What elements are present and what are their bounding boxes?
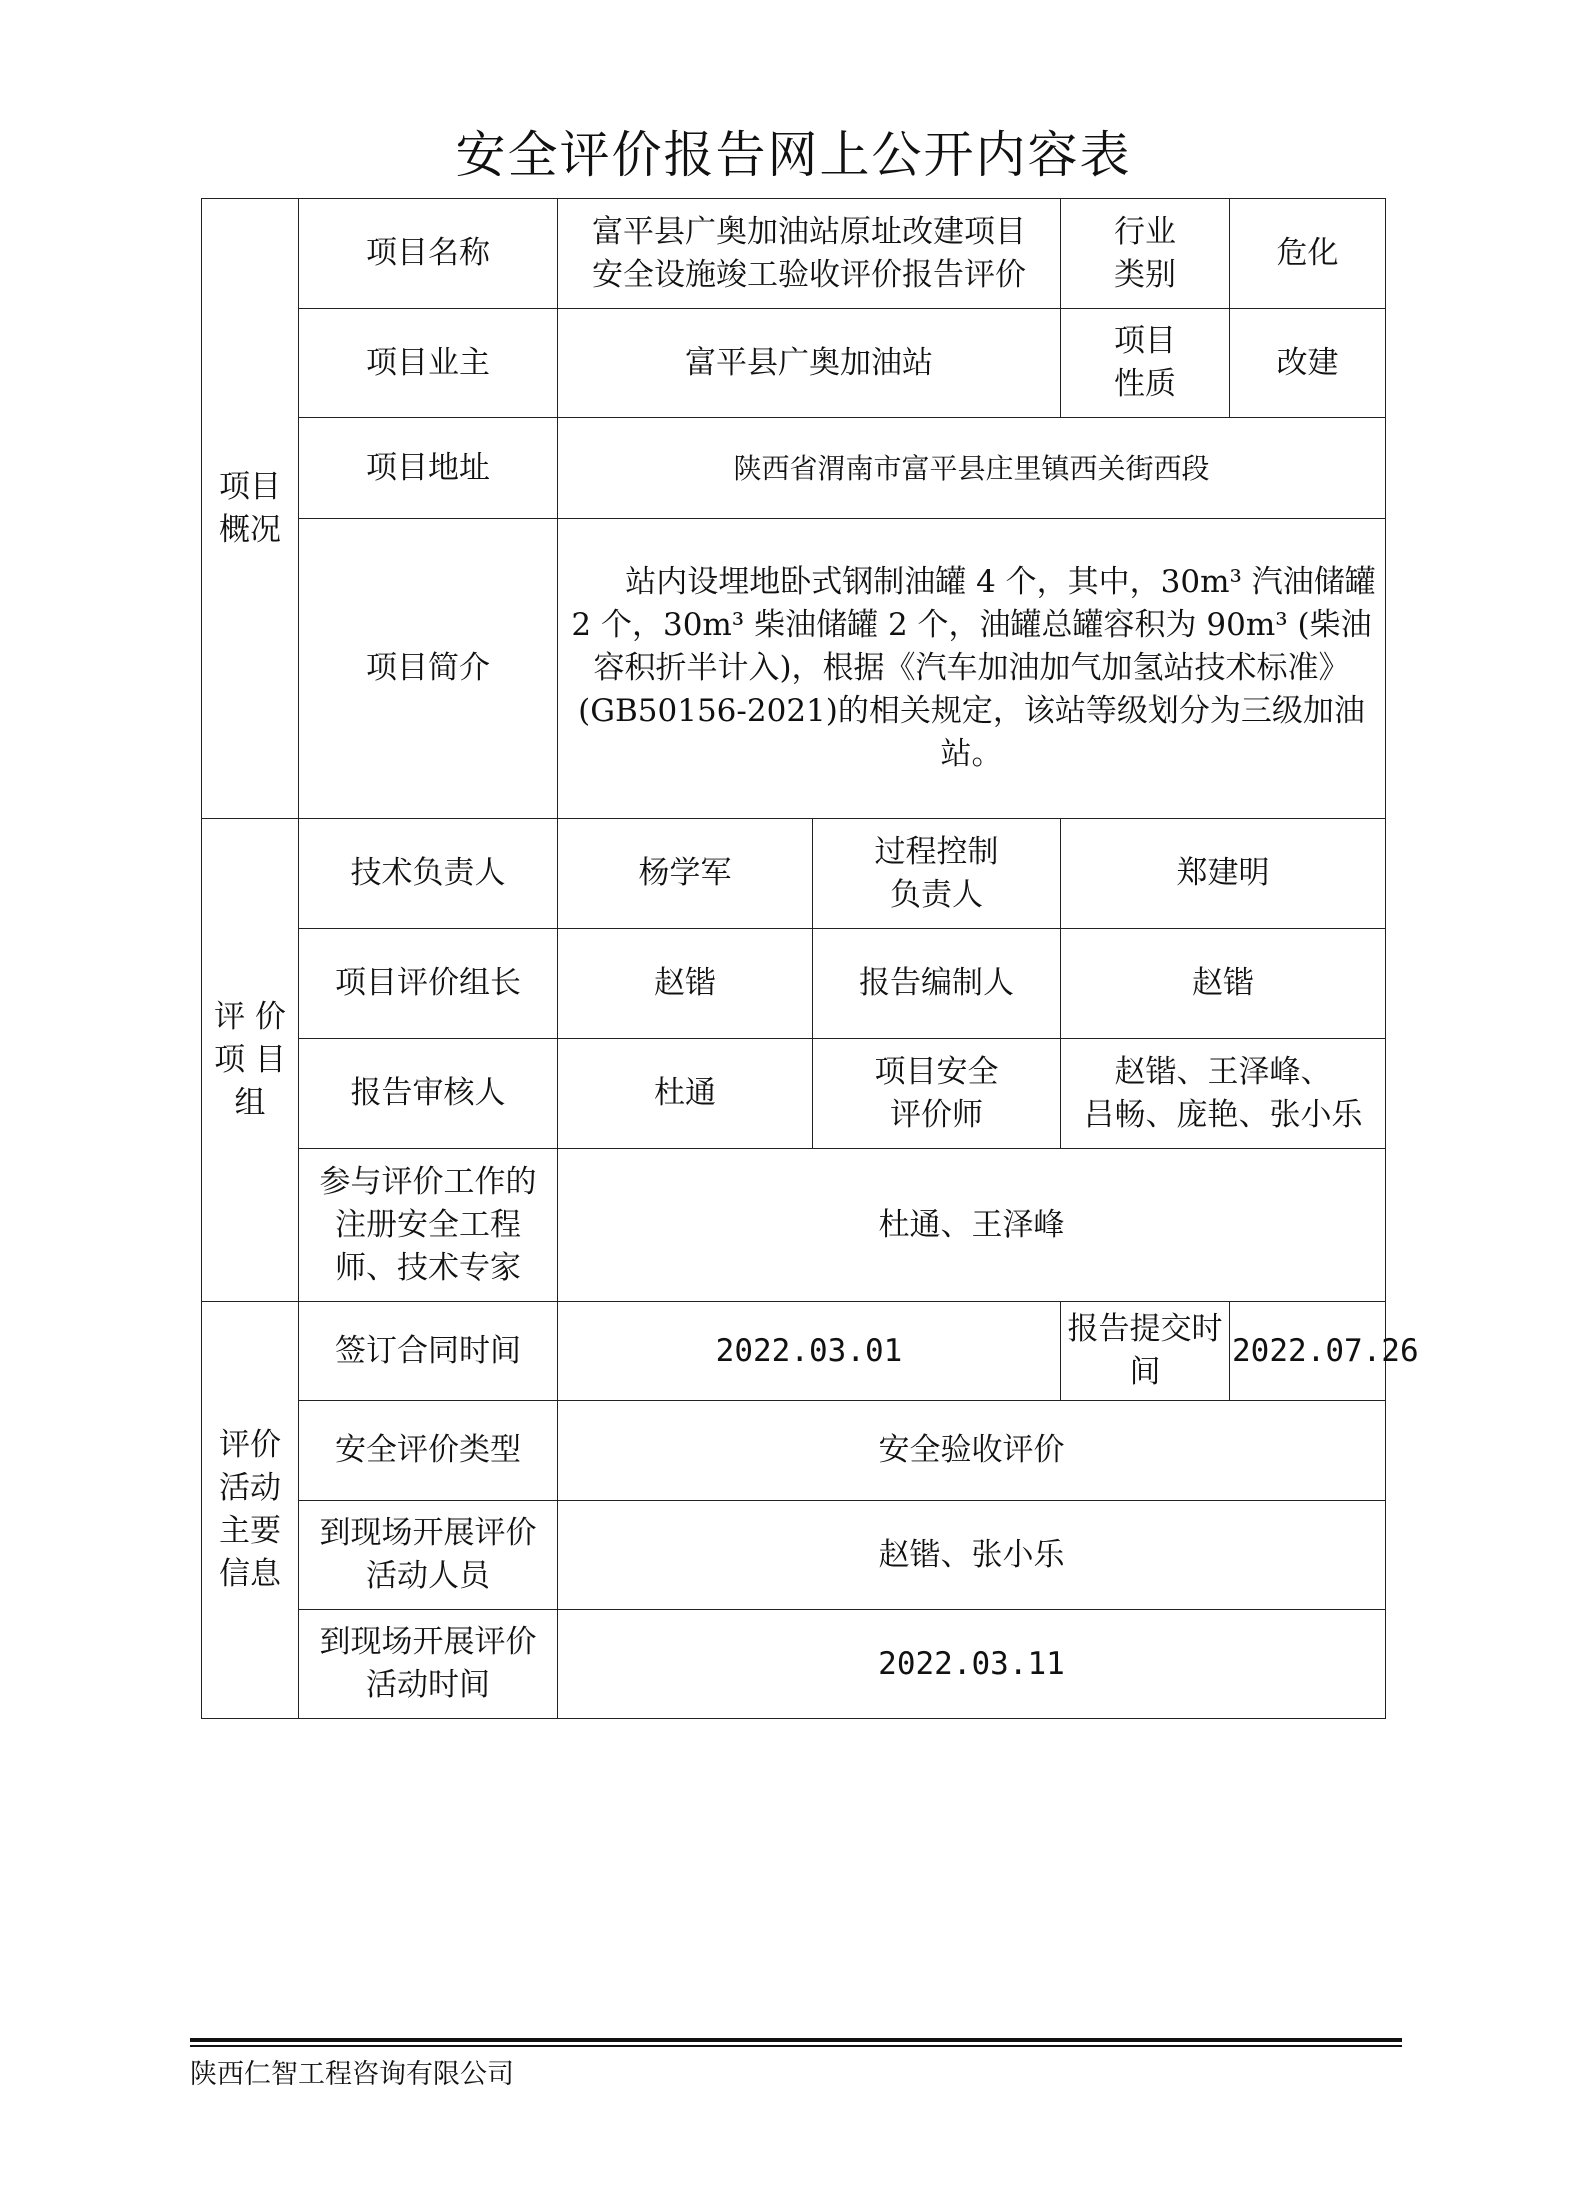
- table-row: [202, 819, 1386, 929]
- project-intro-label: 项目简介: [299, 519, 558, 819]
- onsite-staff-value: 赵锴、张小乐: [558, 1501, 1386, 1610]
- project-name-value: 富平县广奥加油站原址改建项目 安全设施竣工验收评价报告评价: [558, 199, 1061, 309]
- disclosure-table: [201, 198, 1419, 1719]
- project-name-label: 项目名称: [299, 199, 558, 309]
- project-nature-label: 项目 性质: [1061, 309, 1230, 418]
- submit-date-label: 报告提交时间: [1061, 1302, 1230, 1401]
- table-row: [202, 418, 1386, 519]
- group-lead-label: 项目评价组长: [299, 929, 558, 1039]
- assessor-value: 赵锴、王泽峰、 吕畅、庞艳、张小乐: [1061, 1039, 1386, 1149]
- tech-lead-value: 杨学军: [558, 819, 813, 929]
- evaluation-type-label: 安全评价类型: [299, 1401, 558, 1501]
- project-owner-value: 富平县广奥加油站: [558, 309, 1061, 418]
- project-address-label: 项目地址: [299, 418, 558, 519]
- page-title: 安全评价报告网上公开内容表: [455, 126, 1132, 184]
- table-row: [202, 199, 1386, 309]
- table-row: [202, 1401, 1386, 1501]
- project-intro-value: 站内设埋地卧式钢制油罐 4 个，其中，30m³ 汽油储罐 2 个，30m³ 柴油储罐 2 个，油罐总罐容积为 90m³ (柴油容积折半计入)，根据《汽车加油加气加氢站技术标准》(GB50156-2021)的相关规定，该站等级划分为三级加油站。: [558, 519, 1386, 819]
- submit-date-value: 2022.07.26: [1230, 1302, 1386, 1401]
- table-row: [202, 1039, 1386, 1149]
- onsite-time-label: 到现场开展评价 活动时间: [299, 1610, 558, 1719]
- group-lead-value: 赵锴: [558, 929, 813, 1039]
- onsite-staff-label: 到现场开展评价 活动人员: [299, 1501, 558, 1610]
- process-lead-label: 过程控制 负责人: [813, 819, 1061, 929]
- table-row: [202, 929, 1386, 1039]
- table-row: [202, 309, 1386, 418]
- industry-label: 行业 类别: [1061, 199, 1230, 309]
- table-row: [202, 1149, 1386, 1302]
- table-row: [202, 1302, 1386, 1401]
- reviewer-value: 杜通: [558, 1039, 813, 1149]
- table-row: [202, 1501, 1386, 1610]
- assessor-label: 项目安全 评价师: [813, 1039, 1061, 1149]
- contract-date-label: 签订合同时间: [299, 1302, 558, 1401]
- author-label: 报告编制人: [813, 929, 1061, 1039]
- contract-date-value: 2022.03.01: [558, 1302, 1061, 1401]
- engineers-value: 杜通、王泽峰: [558, 1149, 1386, 1302]
- footer-company: 陕西仁智工程咨询有限公司: [190, 2059, 514, 2090]
- overview-section-label: 项目 概况: [202, 199, 299, 819]
- evaluation-type-value: 安全验收评价: [558, 1401, 1386, 1501]
- tech-lead-label: 技术负责人: [299, 819, 558, 929]
- footer-divider-thin: [190, 2045, 1402, 2047]
- project-owner-label: 项目业主: [299, 309, 558, 418]
- team-section-label: 评 价 项 目 组: [202, 819, 299, 1302]
- industry-value: 危化: [1230, 199, 1386, 309]
- engineers-label: 参与评价工作的 注册安全工程 师、技术专家: [299, 1149, 558, 1302]
- project-nature-value: 改建: [1230, 309, 1386, 418]
- onsite-time-value: 2022.03.11: [558, 1610, 1386, 1719]
- table-row: [202, 519, 1386, 819]
- author-value: 赵锴: [1061, 929, 1386, 1039]
- project-address-value: 陕西省渭南市富平县庄里镇西关街西段: [558, 418, 1386, 519]
- process-lead-value: 郑建明: [1061, 819, 1386, 929]
- table-row: [202, 1610, 1386, 1719]
- activity-section-label: 评价 活动 主要 信息: [202, 1302, 299, 1719]
- reviewer-label: 报告审核人: [299, 1039, 558, 1149]
- footer-divider-thick: [190, 2038, 1402, 2042]
